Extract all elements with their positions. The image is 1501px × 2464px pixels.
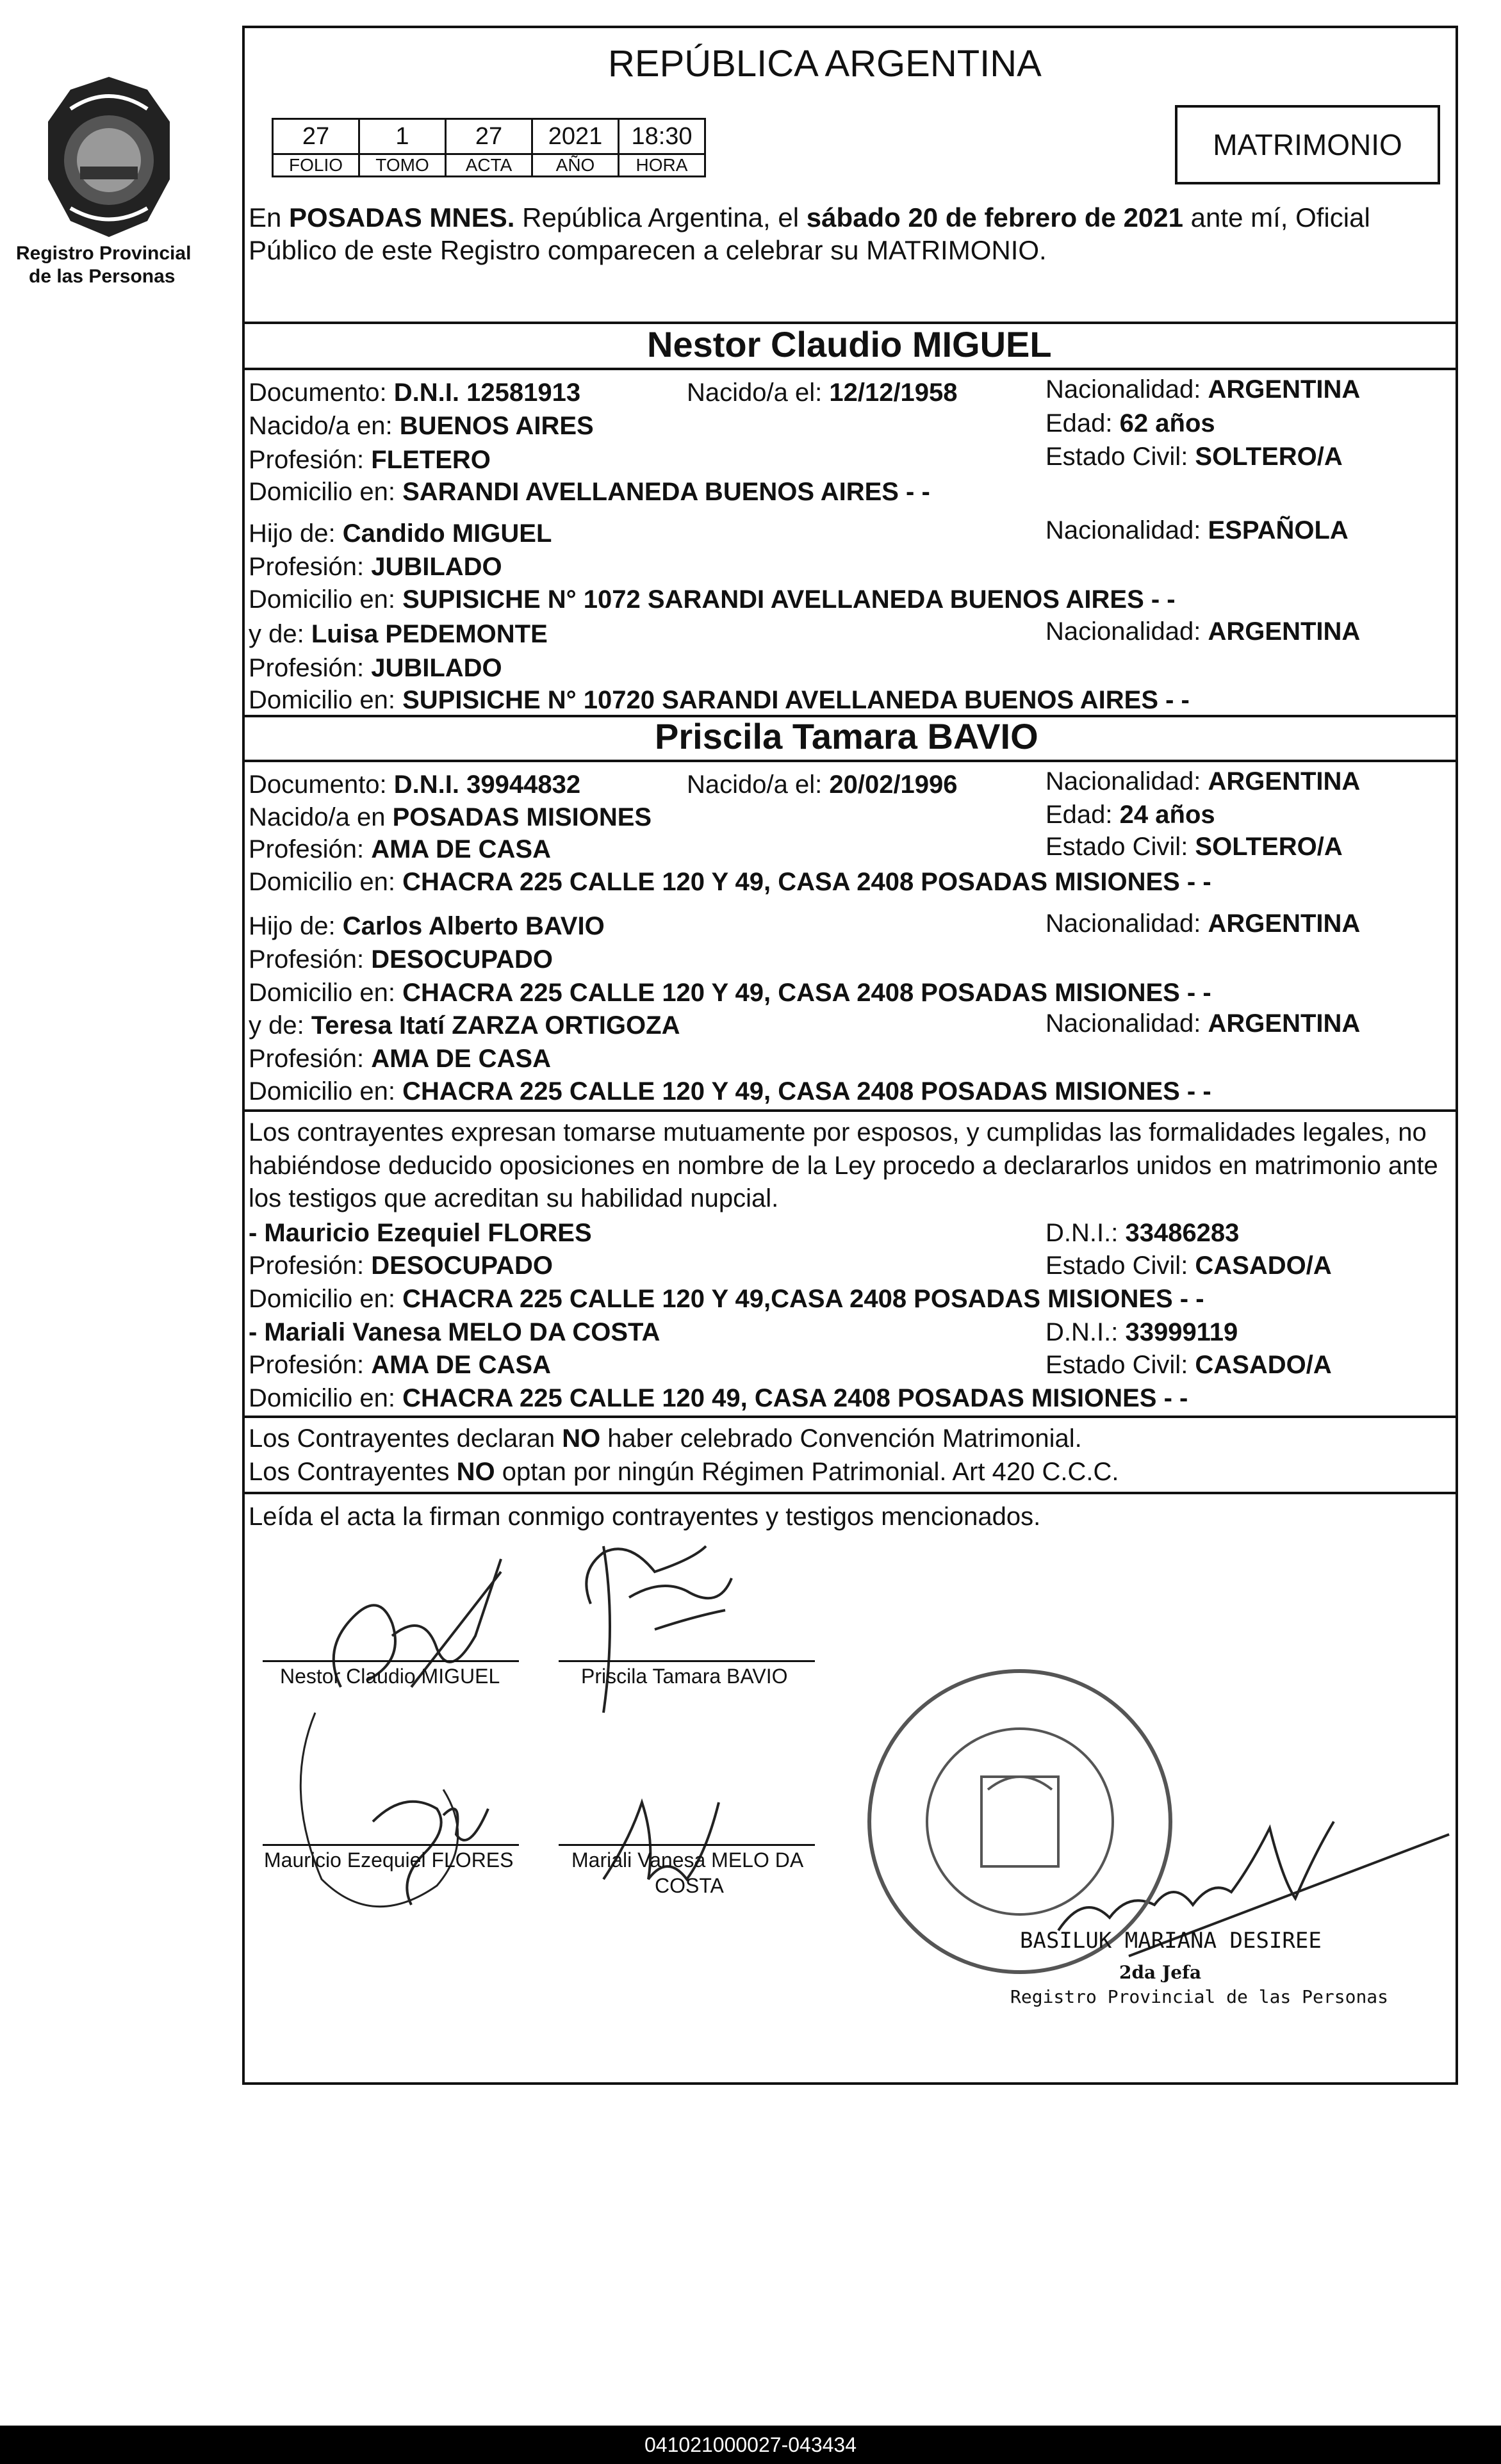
country-title: REPÚBLICA ARGENTINA (608, 43, 1042, 85)
intro-date: sábado 20 de febrero de 2021 (806, 202, 1184, 233)
official-name: BASILUK MARIANA DESIREE (1020, 1928, 1322, 1954)
anio-label: AÑO (531, 153, 619, 177)
witness2-address: Domicilio en: CHACRA 225 CALLE 120 49, CASA 2408 POSADAS MISIONES - - (249, 1384, 1188, 1412)
tomo-value: 1 (358, 118, 447, 155)
intro-mid: República Argentina, el (514, 202, 807, 233)
witness2-signature-label-2: COSTA (655, 1874, 724, 1897)
bride-mother-profession: Profesión: AMA DE CASA (249, 1045, 551, 1073)
tomo-label: TOMO (358, 153, 447, 177)
province-seal-logo (32, 70, 186, 243)
signature-line (263, 1660, 519, 1662)
declaration-line1: Los contrayentes expresan tomarse mutuamente por esposos, y cumplidas las formalidades legales, no (249, 1118, 1427, 1146)
hora-value: 18:30 (618, 118, 706, 155)
witness1-profession: Profesión: DESOCUPADO (249, 1252, 553, 1280)
witness2-civil-status: Estado Civil: CASADO/A (1046, 1351, 1332, 1379)
folio-value: 27 (272, 118, 360, 155)
bride-birthplace: Nacido/a en POSADAS MISIONES (249, 803, 652, 831)
hora-label: HORA (618, 153, 706, 177)
record-fields-values (272, 118, 704, 155)
acta-label: ACTA (445, 153, 533, 177)
record-fields-labels (272, 153, 704, 177)
agreement-line2: Los Contrayentes NO optan por ningún Régimen Patrimonial. Art 420 C.C.C. (249, 1458, 1119, 1486)
bride-nationality: Nacionalidad: ARGENTINA (1046, 767, 1361, 795)
groom-father: Hijo de: Candido MIGUEL (249, 519, 552, 548)
witness2-profession: Profesión: AMA DE CASA (249, 1351, 551, 1379)
bride-father: Hijo de: Carlos Alberto BAVIO (249, 912, 605, 940)
divider (245, 1109, 1456, 1112)
bride-age: Edad: 24 años (1046, 801, 1215, 829)
groom-mother: y de: Luisa PEDEMONTE (249, 620, 548, 648)
bride-signature-label: Priscila Tamara BAVIO (581, 1665, 788, 1688)
bride-born: Nacido/a el: 20/02/1996 (687, 771, 958, 799)
groom-age: Edad: 62 años (1046, 409, 1215, 437)
divider (245, 1416, 1456, 1418)
declaration-line2: habiéndose deducido oposiciones en nombre de la Ley procedo a declararlos unidos en matrimonio ante (249, 1152, 1438, 1180)
intro-line2: Público de este Registro comparecen a celebrar su MATRIMONIO. (249, 235, 1047, 265)
divider (245, 368, 1456, 370)
bride-mother-nationality: Nacionalidad: ARGENTINA (1046, 1009, 1361, 1038)
official-role: 2da Jefa (1119, 1962, 1202, 1983)
groom-father-address: Domicilio en: SUPISICHE N° 1072 SARANDI AVELLANEDA BUENOS AIRES - - (249, 585, 1176, 614)
signature-intro: Leída el acta la firman conmigo contrayentes y testigos mencionados. (249, 1503, 1041, 1531)
divider (245, 1492, 1456, 1494)
intro-line1 (249, 202, 1370, 233)
witness1-signature-label: Mauricio Ezequiel FLORES (264, 1848, 514, 1872)
acta-value: 27 (445, 118, 533, 155)
groom-signature-label: Nestor Claudio MIGUEL (280, 1665, 500, 1688)
declaration-line3: los testigos que acreditan su habilidad nupcial. (249, 1184, 779, 1212)
doc-type-box (1175, 105, 1440, 184)
witness2-name: - Mariali Vanesa MELO DA COSTA (249, 1318, 660, 1346)
intro-prefix: En (249, 202, 290, 233)
bride-father-address: Domicilio en: CHACRA 225 CALLE 120 Y 49, CASA 2408 POSADAS MISIONES - - (249, 979, 1211, 1007)
witness2-dni: D.N.I.: 33999119 (1046, 1318, 1238, 1346)
document-code-footer: 041021000027-043434 (0, 2426, 1501, 2464)
groom-birthplace: Nacido/a en: BUENOS AIRES (249, 412, 594, 440)
doc-type-label: MATRIMONIO (1213, 128, 1402, 161)
bride-profession: Profesión: AMA DE CASA (249, 835, 551, 863)
bride-mother-address: Domicilio en: CHACRA 225 CALLE 120 Y 49, CASA 2408 POSADAS MISIONES - - (249, 1077, 1211, 1106)
witness1-dni: D.N.I.: 33486283 (1046, 1219, 1240, 1247)
signature-line (559, 1660, 815, 1662)
intro-suffix: ante mí, Oficial (1183, 202, 1370, 233)
bride-father-profession: Profesión: DESOCUPADO (249, 945, 553, 974)
groom-doc: Documento: D.N.I. 12581913 (249, 379, 581, 407)
groom-father-profession: Profesión: JUBILADO (249, 553, 502, 581)
bride-doc: Documento: D.N.I. 39944832 (249, 771, 581, 799)
logo-caption-line2: de las Personas (29, 266, 176, 287)
witness2-signature-label-1: Mariali Vanesa MELO DA (571, 1848, 804, 1872)
groom-civil-status: Estado Civil: SOLTERO/A (1046, 443, 1343, 471)
agreement-line1: Los Contrayentes declaran NO haber celebrado Convención Matrimonial. (249, 1424, 1082, 1453)
groom-father-nationality: Nacionalidad: ESPAÑOLA (1046, 516, 1349, 544)
groom-profession: Profesión: FLETERO (249, 446, 491, 474)
signature-line (263, 1844, 519, 1846)
bride-name: Priscila Tamara BAVIO (655, 716, 1038, 756)
groom-mother-profession: Profesión: JUBILADO (249, 654, 502, 682)
bride-mother: y de: Teresa Itatí ZARZA ORTIGOZA (249, 1011, 680, 1040)
witness1-civil-status: Estado Civil: CASADO/A (1046, 1252, 1332, 1280)
logo-caption-line1: Registro Provincial (16, 243, 192, 264)
anio-value: 2021 (531, 118, 619, 155)
groom-born: Nacido/a el: 12/12/1958 (687, 379, 958, 407)
groom-mother-address: Domicilio en: SUPISICHE N° 10720 SARANDI AVELLANEDA BUENOS AIRES - - (249, 686, 1190, 714)
marriage-certificate (242, 26, 1458, 2085)
groom-address: Domicilio en: SARANDI AVELLANEDA BUENOS AIRES - - (249, 478, 930, 506)
folio-label: FOLIO (272, 153, 360, 177)
groom-name: Nestor Claudio MIGUEL (647, 324, 1052, 364)
witness1-address: Domicilio en: CHACRA 225 CALLE 120 Y 49,CASA 2408 POSADAS MISIONES - - (249, 1285, 1204, 1313)
bride-address: Domicilio en: CHACRA 225 CALLE 120 Y 49, CASA 2408 POSADAS MISIONES - - (249, 868, 1211, 896)
groom-mother-nationality: Nacionalidad: ARGENTINA (1046, 617, 1361, 646)
groom-nationality: Nacionalidad: ARGENTINA (1046, 375, 1361, 404)
bride-civil-status: Estado Civil: SOLTERO/A (1046, 833, 1343, 861)
official-office: Registro Provincial de las Personas (1010, 1986, 1389, 2007)
signature-line (559, 1844, 815, 1846)
witness1-name: - Mauricio Ezequiel FLORES (249, 1219, 592, 1247)
bride-father-nationality: Nacionalidad: ARGENTINA (1046, 910, 1361, 938)
intro-city: POSADAS MNES. (289, 202, 515, 233)
divider (245, 760, 1456, 762)
